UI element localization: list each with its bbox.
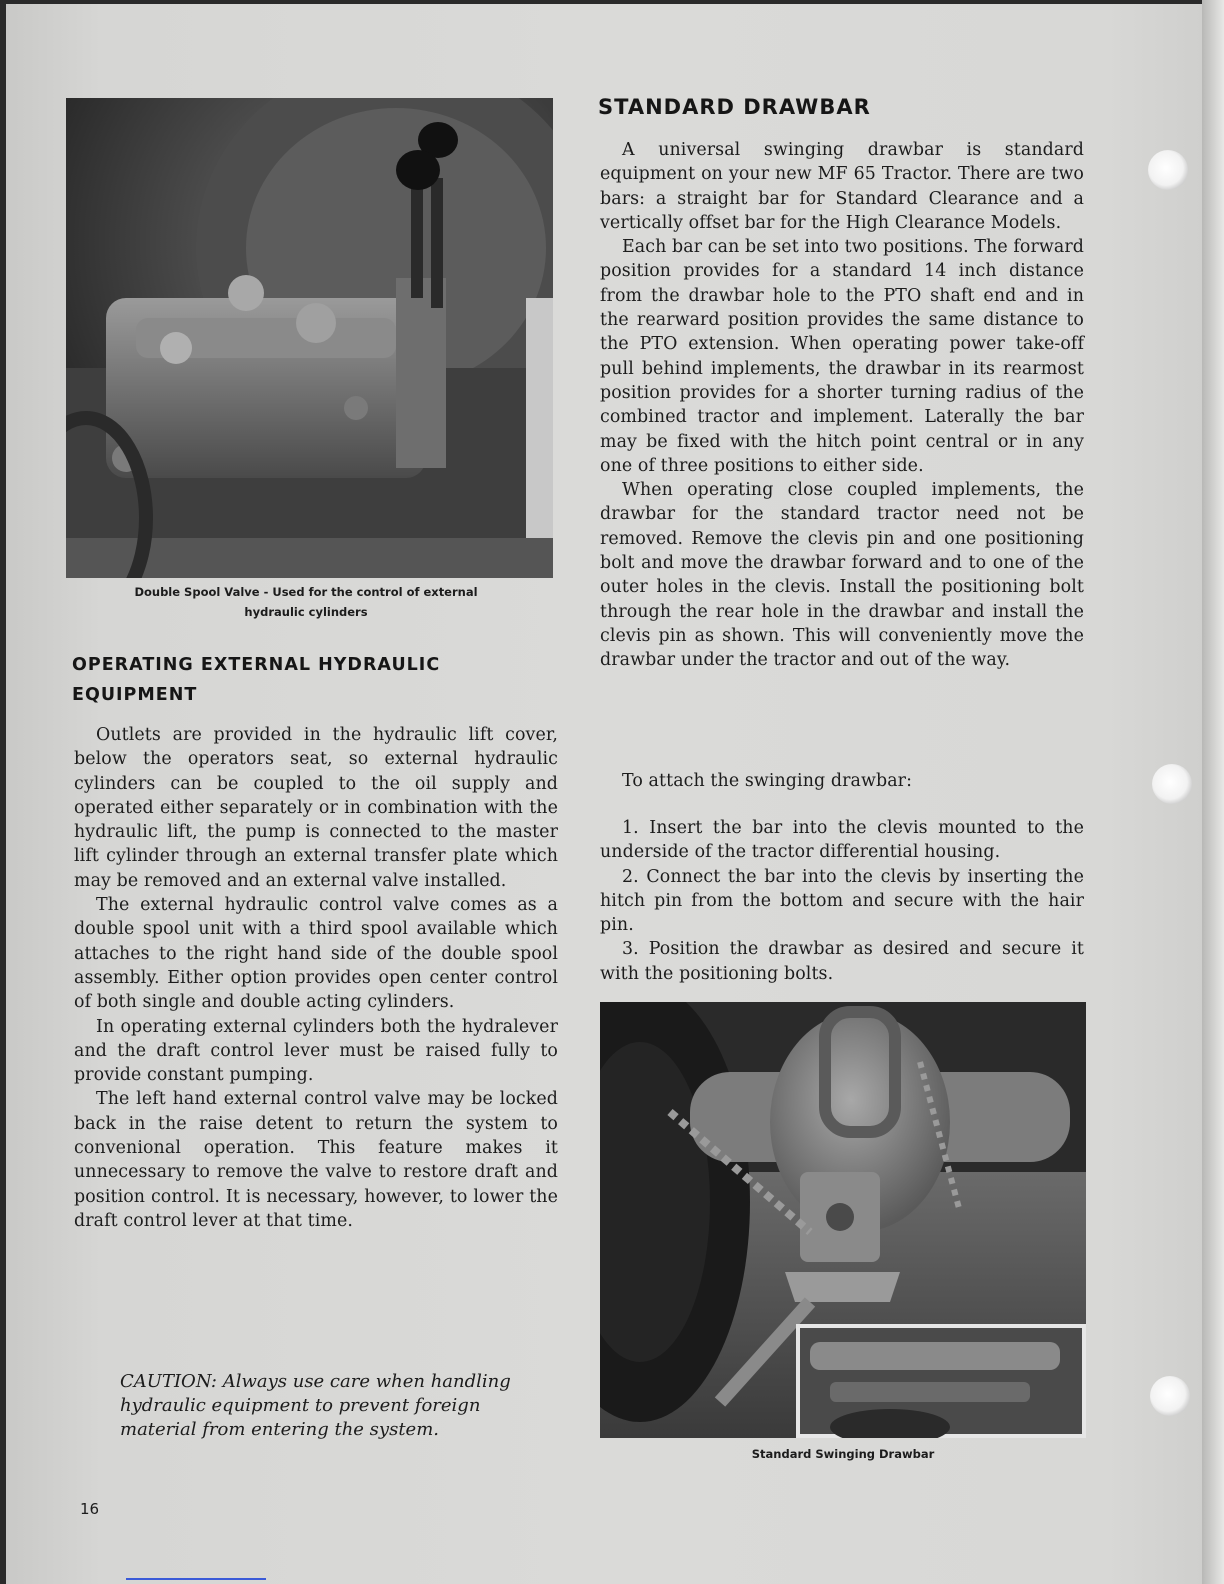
bottom-link-underline	[126, 1578, 266, 1580]
drawbar-photo-caption: Standard Swinging Drawbar	[751, 1447, 935, 1461]
hydraulic-paragraph: In operating external cylinders both the hydralever and the draft control lever must be raised fully to provide constant pumping.	[74, 1016, 558, 1086]
attach-intro: To attach the swinging drawbar:	[622, 771, 913, 791]
drawbar-photo-illustration	[600, 1002, 1086, 1438]
binder-hole-bottom	[1150, 1376, 1190, 1416]
page-number: 16	[80, 1500, 100, 1518]
page-right-edge	[1202, 0, 1224, 1584]
attach-steps	[600, 816, 1084, 986]
attach-step: 3. Position the drawbar as desired and secure it with the positioning bolts.	[600, 939, 1084, 984]
valve-photo-illustration	[66, 98, 553, 578]
hydraulic-heading-line2: EQUIPMENT	[72, 685, 198, 705]
caution-note: CAUTION: Always use care when handling hydraulic equipment to prevent foreign material from entering the system.	[120, 1371, 511, 1440]
valve-photo-caption: Double Spool Valve - Used for the control of external hydraulic cylinders	[134, 585, 478, 619]
hydraulic-paragraph: The left hand external control valve may be locked back in the raise detent to return the system to convenional operation. This feature makes it unnecessary to remove the valve to restore draft and position control. It is necessary, however, to lower the draft control lever at that time.	[74, 1089, 558, 1231]
drawbar-paragraph: A universal swinging drawbar is standard equipment on your new MF 65 Tractor. There are two bars: a straight bar for Standard Clearance and a vertically offset bar for the High Clearance Models.	[600, 140, 1084, 233]
hydraulic-section-heading	[72, 650, 440, 710]
attach-step: 1. Insert the bar into the clevis mounted to the underside of the tractor differential housing.	[600, 818, 1084, 863]
hydraulic-body	[74, 723, 558, 1233]
swinging-drawbar-photo	[600, 1002, 1086, 1438]
double-spool-valve-photo	[66, 98, 553, 578]
binder-hole-middle	[1152, 764, 1192, 804]
hydraulic-heading-line1: OPERATING EXTERNAL HYDRAULIC	[72, 655, 441, 675]
manual-page	[6, 4, 1202, 1584]
drawbar-paragraph: When operating close coupled implements, the drawbar for the standard tractor need not be removed. Remove the clevis pin and one positioning bolt and move the drawbar forward and to one of the outer holes in the clevis. Install the positioning bolt through the rear hole in the drawbar and install the clevis pin as shown. This will conveniently move the drawbar under the tractor and out of the way.	[600, 480, 1084, 671]
hydraulic-paragraph: Outlets are provided in the hydraulic lift cover, below the operators seat, so external hydraulic cylinders can be coupled to the oil supply and operated either separately or in combination with the hydraulic lift, the pump is connected to the master lift cylinder through an external transfer plate which may be removed and an external valve installed.	[74, 725, 558, 891]
hydraulic-paragraph: The external hydraulic control valve comes as a double spool unit with a third spool available which attaches to the right hand side of the double spool assembly. Either option provides open center control of both single and double acting cylinders.	[74, 895, 558, 1013]
drawbar-body	[600, 138, 1084, 673]
binder-hole-top	[1148, 150, 1188, 190]
drawbar-paragraph: Each bar can be set into two positions. The forward position provides for a standard 14 inch distance from the drawbar hole to the PTO shaft end and in the rearward position provides the same distance to the PTO extension. When operating power take-off pull behind implements, the drawbar in its rearmost position provides for a shorter turning radius of the combined tractor and implement. Laterally the bar may be fixed with the hitch point central or in any one of three positions to either side.	[600, 237, 1084, 476]
attach-step: 2. Connect the bar into the clevis by inserting the hitch pin from the bottom and secure with the hair pin.	[600, 866, 1084, 936]
drawbar-section-heading: STANDARD DRAWBAR	[598, 95, 871, 119]
